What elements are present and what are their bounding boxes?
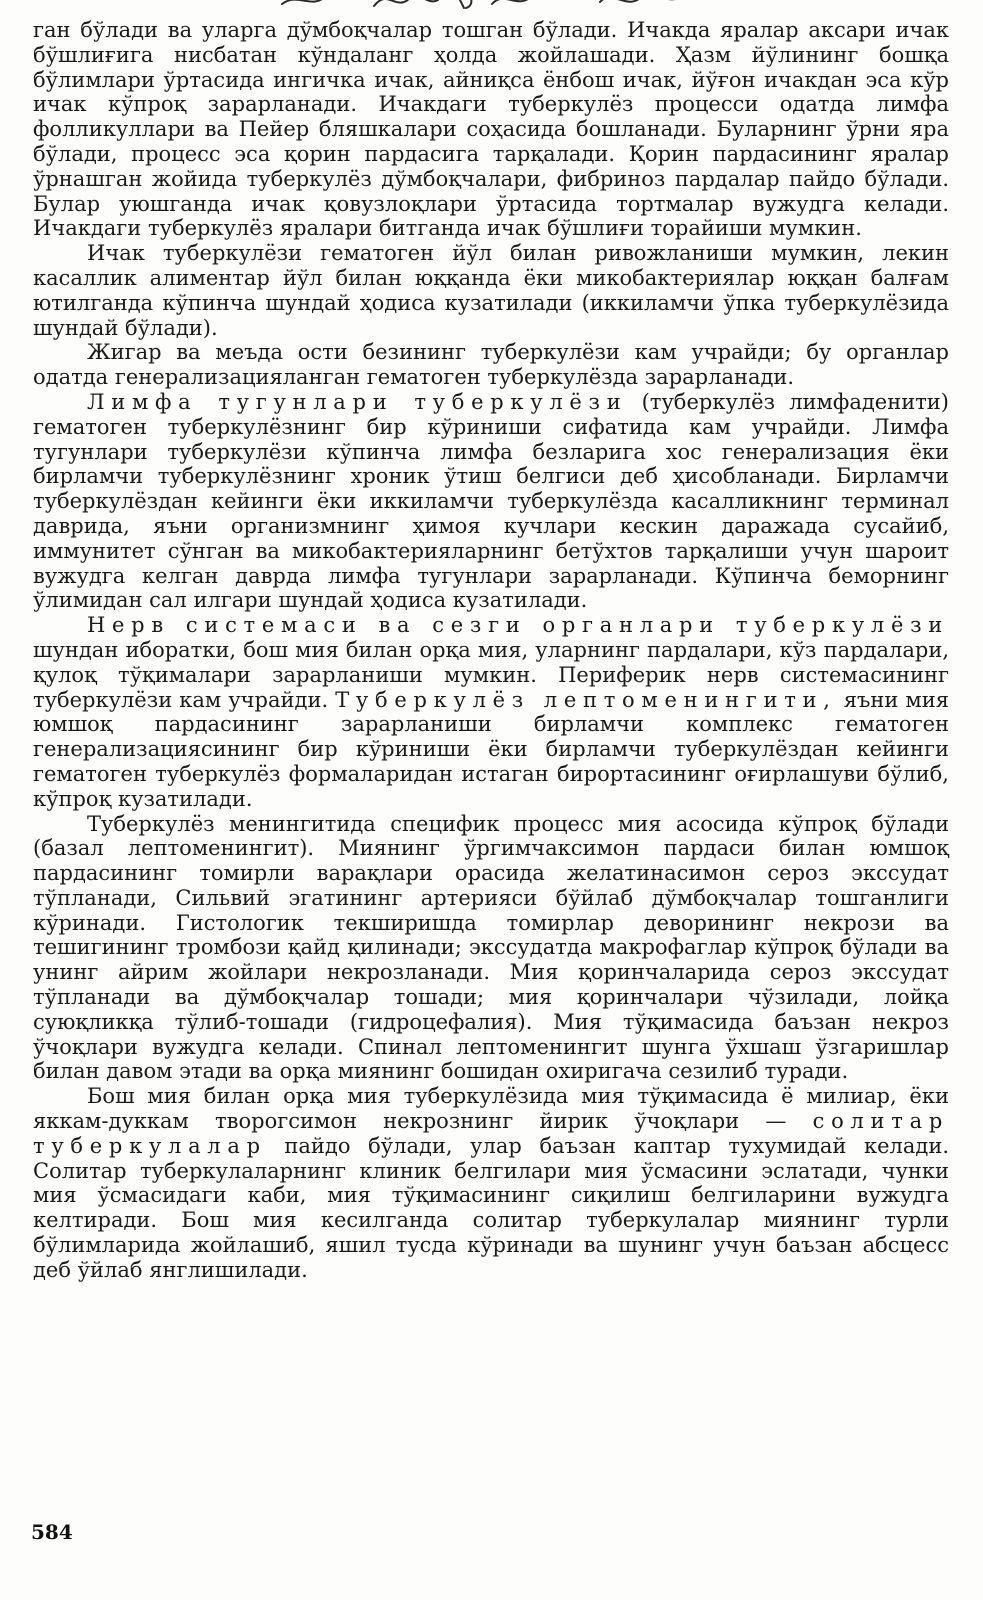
- paragraph-text: пайдо бўлади, улар баъзан каптар тухумидай келади. Солитар туберкулаларнинг клиник белгилари мия ўсмасини эслатади, чунки мия ўсмасидаги каби, мия тўқимасининг сиқилиш белгиларини вужудга келтиради. Бош мия кесилганда солитар туберкулалар миянинг турли бўлимларида жойлашиб, яшил тусда кўринади ва шунинг учун баъзан абсцесс деб ўйлаб янглишилади.: [33, 1133, 949, 1282]
- paragraph: [33, 812, 949, 1085]
- paragraph-text: ган бўлади ва уларга дўмбоқчалар тошган бўлади. Ичакда яралар аксари ичак бўшлиғига нисбатан кўндаланг ҳолда жойлашади. Ҳазм йўлининг бошқа бўлимлари ўртасида ингичка ичак, айниқса ёнбош ичак, йўғон ичакдан эса кўр ичак кўпроқ зарарланади. Ичакдаги туберкулёз процесси одатда лимфа фолликуллари ва Пейер бляшкалари соҳасида бошланади. Буларнинг ўрни яра бўлади, процесс эса қорин пардасига тарқалади. Қорин пардасининг яралар ўрнашган жойида туберкулёз дўмбоқчалари, фибриноз пардалар пайдо бўлади. Булар уюшганда ичак қовузлоқлари ўртасида тортмалар вужудга келади. Ичакдаги туберкулёз яралари битганда ичак бўшлиғи торайиши мумкин.: [33, 18, 949, 241]
- paragraph-text: Жигар ва меъда ости безининг туберкулёзи кам учрайди; бу органлар одатда генерализацияланган гематоген туберкулёзда зарарланади.: [33, 340, 949, 390]
- paragraph: [33, 18, 949, 241]
- paragraph: [33, 340, 949, 390]
- paragraph-text: Бош мия билан орқа мия туберкулёзида мия тўқимасида ё милиар, ёки яккам-дуккам творогсимон некрознинг йирик ўчоқлари —: [33, 1084, 949, 1134]
- paragraph-text: яъни мия юмшоқ пардасининг зарарланиши бирламчи комплекс гематоген генерализациясининг бир кўриниши ёки бирламчи туберкулёздан кейинги гематоген туберкулёз формаларидан истаган бирортасининг оғирлашуви бўлиб, кўпроқ кузатилади.: [33, 687, 949, 811]
- paragraph-text: Туберкулёз менингитида специфик процесс мия асосида кўпроқ бўлади (базал лептоменингит). Миянинг ўргимчаксимон пардаси билан юмшоқ пардасининг томирли варақлари орасида желатинасимон сероз экссудат тўпланади, Сильвий эгатининг артерияси бўйлаб дўмбоқчалар тошганлиги кўринади. Гистологик текширишда томирлар деворининг некрози ва тешигининг тромбози қайд қилинади; экссудатда макрофаглар кўпроқ бўлади ва унинг айрим жойлари некрозланади. Мия қоринчаларида сероз экссудат тўпланади ва дўмбоқчалар тошади; мия қоринчалари чўзилади, лойқа суюқликқа тўлиб-тошади (гидроцефалия). Мия тўқимасида баъзан некроз ўчоқлари вужудга келади. Спинал лептоменингит шунга ўхшаш ўзгаришлар билан давом этади ва орқа миянинг бошидан охиригача сезилиб туради.: [33, 811, 949, 1084]
- paragraph: [33, 1084, 949, 1282]
- handwritten-scribble-mark: [278, 0, 688, 16]
- spaced-heading-text: Нерв системаси ва сезги органлари туберкулёзи: [87, 613, 949, 638]
- paragraph-text: (туберкулёз лимфаденити) гематоген туберкулёзнинг бир кўриниши сифатида кам учрайди. Лимфа тугунлари туберкулёзи кўпинча лимфа безларига хос генерализация ёки бирламчи туберкулёзнинг хроник ўтиш белгиси деб ҳисобланади. Бирламчи туберкулёздан кейинги ёки иккиламчи туберкулёзда касалликнинг терминал даврида, яъни организмнинг ҳимоя кучлари кескин даражада сусайиб, иммунитет сўнган ва микобактерияларнинг бетўхтов тарқалиши учун шароит вужудга келган даврда лимфа тугунлари зарарланади. Кўпинча беморнинг ўлимидан сал илгари шундай ҳодиса кузатилади.: [33, 389, 949, 613]
- spaced-heading-text: Туберкулёз лептоменингити,: [335, 687, 837, 712]
- spaced-heading-text: солитар туберкулалар: [33, 1109, 949, 1158]
- spaced-heading-text: Лимфа тугунлари туберкулёзи: [87, 389, 628, 414]
- paragraph: [33, 241, 949, 340]
- page-number: 584: [31, 1520, 73, 1544]
- paragraph-text: Ичак туберкулёзи гематоген йўл билан ривожланиши мумкин, лекин касаллик алиментар йўл билан юққанда ёки микобактериялар юққан балғам ютилганда кўпинча шундай ҳодиса кузатилади (иккиламчи ўпка туберкулёзида шундай бўлади).: [33, 241, 949, 340]
- paragraph-text: шундан иборатки, бош мия билан орқа мия, уларнинг пардалари, кўз пардалари, қулоқ тўқималари зарарланиши мумкин. Периферик нерв системасининг туберкулёзи кам учрайди.: [33, 637, 949, 712]
- paragraph: [33, 613, 949, 811]
- paragraph: [33, 390, 949, 613]
- main-text-column: [33, 18, 949, 1283]
